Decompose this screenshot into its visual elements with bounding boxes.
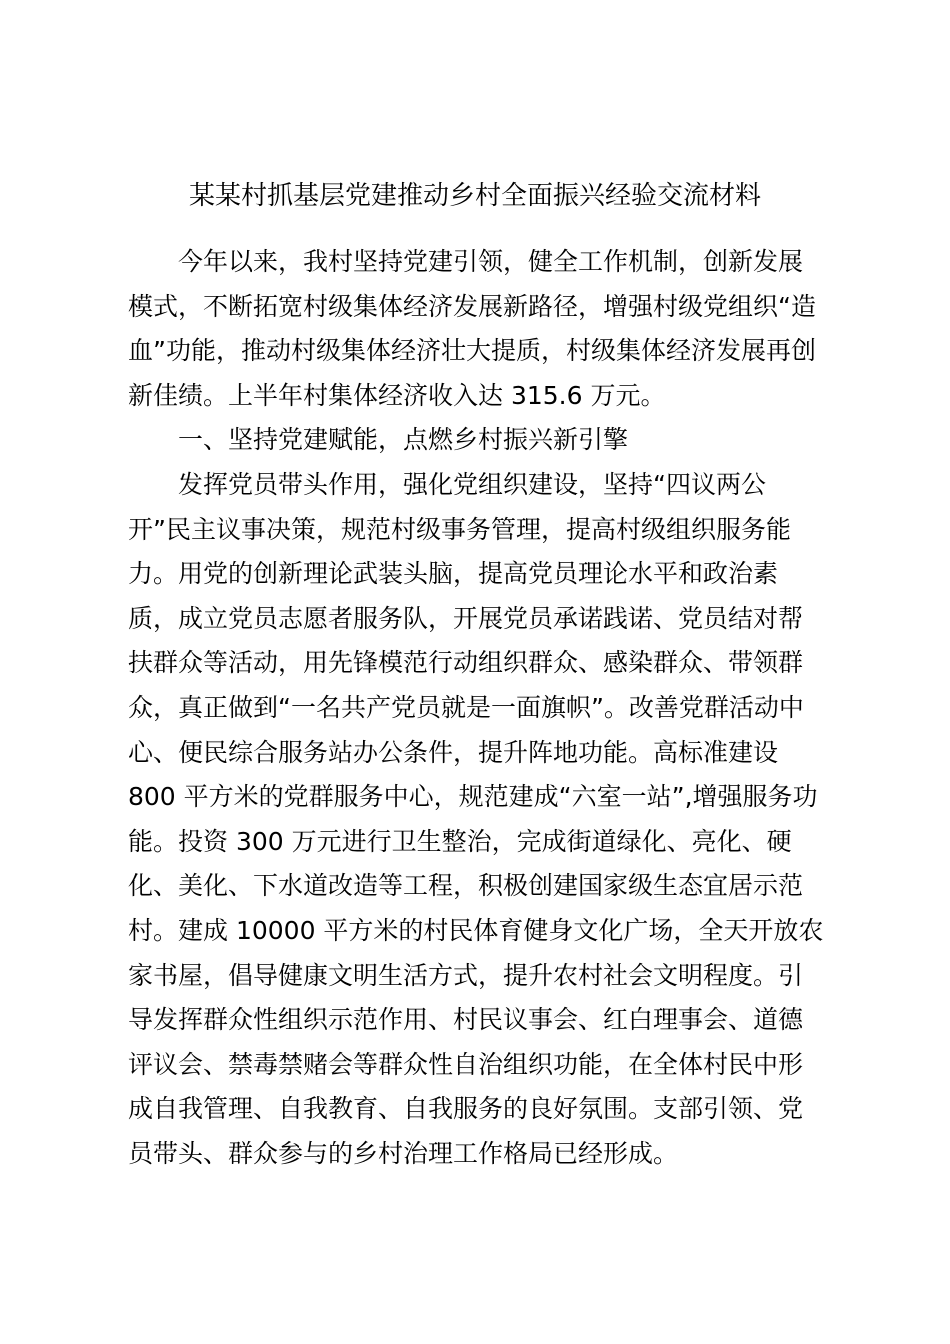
paragraph-2-line: 化、美化、下水道改造等工程，积极创建国家级生态宜居示范 [128,871,804,901]
paragraph-2-line: 质，成立党员志愿者服务队，开展党员承诺践诺、党员结对帮 [128,603,804,633]
paragraph-2-line: 导发挥群众性组织示范作用、村民议事会、红白理事会、道德 [128,1005,804,1035]
paragraph-2-line: 评议会、禁毒禁赌会等群众性自治组织功能，在全体村民中形 [128,1049,804,1079]
paragraph-1-line: 血”功能，推动村级集体经济壮大提质，村级集体经济发展再创 [128,336,816,366]
paragraph-1-line: 模式，不断拓宽村级集体经济发展新路径，增强村级党组织“造 [128,291,816,321]
paragraph-2-line: 发挥党员带头作用，强化党组织建设，坚持“四议两公 [178,469,766,499]
paragraph-2-line: 力。用党的创新理论武装头脑，提高党员理论水平和政治素 [128,559,779,589]
paragraph-2-line: 开”民主议事决策，规范村级事务管理，提高村级组织服务能 [128,514,791,544]
paragraph-1-line: 新佳绩。上半年村集体经济收入达 315.6 万元。 [128,380,666,410]
section-heading-1: 一、坚持党建赋能，点燃乡村振兴新引擎 [178,425,629,455]
paragraph-1-line: 今年以来，我村坚持党建引领，健全工作机制，创新发展 [178,247,804,276]
paragraph-2-line: 村。建成 10000 平方米的村民体育健身文化广场，全天开放农 [128,915,824,945]
paragraph-2-line: 成自我管理、自我教育、自我服务的良好氛围。支部引领、党 [128,1094,804,1124]
paragraph-2-line: 能。投资 300 万元进行卫生整治，完成街道绿化、亮化、硬 [128,826,792,856]
paragraph-2-line: 家书屋，倡导健康文明生活方式，提升农村社会文明程度。引 [128,960,804,990]
paragraph-2-line: 众，真正做到“一名共产党员就是一面旗帜”。改善党群活动中 [128,692,804,722]
paragraph-2-line: 员带头、群众参与的乡村治理工作格局已经形成。 [128,1138,679,1168]
paragraph-2-line: 800 平方米的党群服务中心，规范建成“六室一站”,增强服务功 [128,782,818,812]
document-title: 某某村抓基层党建推动乡村全面振兴经验交流材料 [188,181,761,211]
document-body [128,240,840,1176]
paragraph-2-line: 扶群众等活动，用先锋模范行动组织群众、感染群众、带领群 [128,648,804,678]
paragraph-2-line: 心、便民综合服务站办公条件，提升阵地功能。高标准建设 [128,737,779,767]
